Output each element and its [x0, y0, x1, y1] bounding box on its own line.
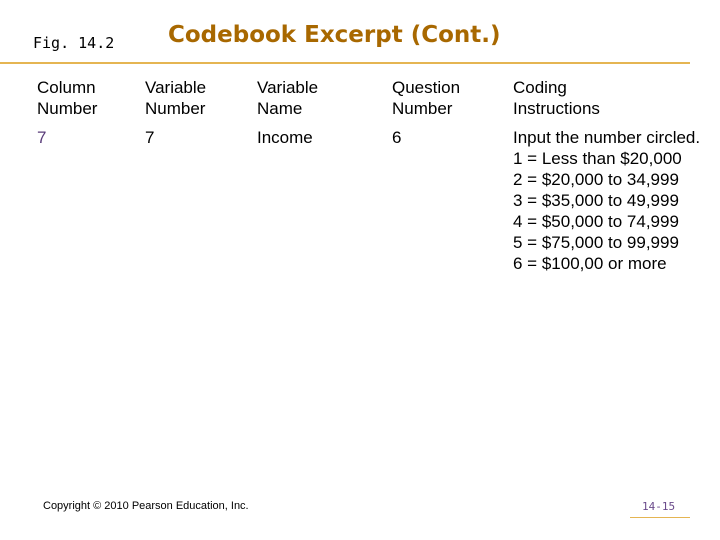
header-coding-instructions [513, 77, 600, 119]
header-line: Number [37, 99, 98, 118]
header-variable-name [257, 77, 318, 119]
header-column-number [37, 77, 97, 119]
header-line: Number [145, 99, 206, 118]
page-number: 14-15 [642, 500, 676, 513]
coding-instruction-line: 4 = $50,000 to 74,999 [513, 212, 679, 231]
header-line: Name [257, 99, 303, 118]
title-divider [0, 62, 690, 64]
copyright-notice: Copyright © 2010 Pearson Education, Inc. [43, 500, 249, 512]
cell-column-number: 7 [37, 128, 47, 147]
figure-label: Fig. 14.2 [33, 34, 115, 52]
cell-variable-number: 7 [145, 128, 155, 147]
header-line: Column [37, 78, 96, 97]
header-line: Instructions [513, 99, 600, 118]
slide-title: Codebook Excerpt (Cont.) [168, 22, 501, 48]
coding-instruction-line: 2 = $20,000 to 34,999 [513, 170, 679, 189]
header-line: Variable [257, 78, 319, 97]
footer-divider [630, 517, 690, 518]
header-line: Question [392, 78, 461, 97]
cell-question-number: 6 [392, 128, 402, 147]
cell-variable-name: Income [257, 128, 313, 147]
coding-instruction-line: 3 = $35,000 to 49,999 [513, 191, 679, 210]
header-variable-number [145, 77, 206, 119]
coding-instruction-line: 1 = Less than $20,000 [513, 149, 682, 168]
header-line: Coding [513, 78, 567, 97]
cell-coding-instructions [513, 127, 700, 274]
coding-instruction-line: Input the number circled. [513, 128, 701, 147]
coding-instruction-line: 5 = $75,000 to 99,999 [513, 233, 679, 252]
header-line: Number [392, 99, 453, 118]
header-question-number [392, 77, 460, 119]
header-line: Variable [145, 78, 207, 97]
coding-instruction-line: 6 = $100,00 or more [513, 254, 667, 273]
